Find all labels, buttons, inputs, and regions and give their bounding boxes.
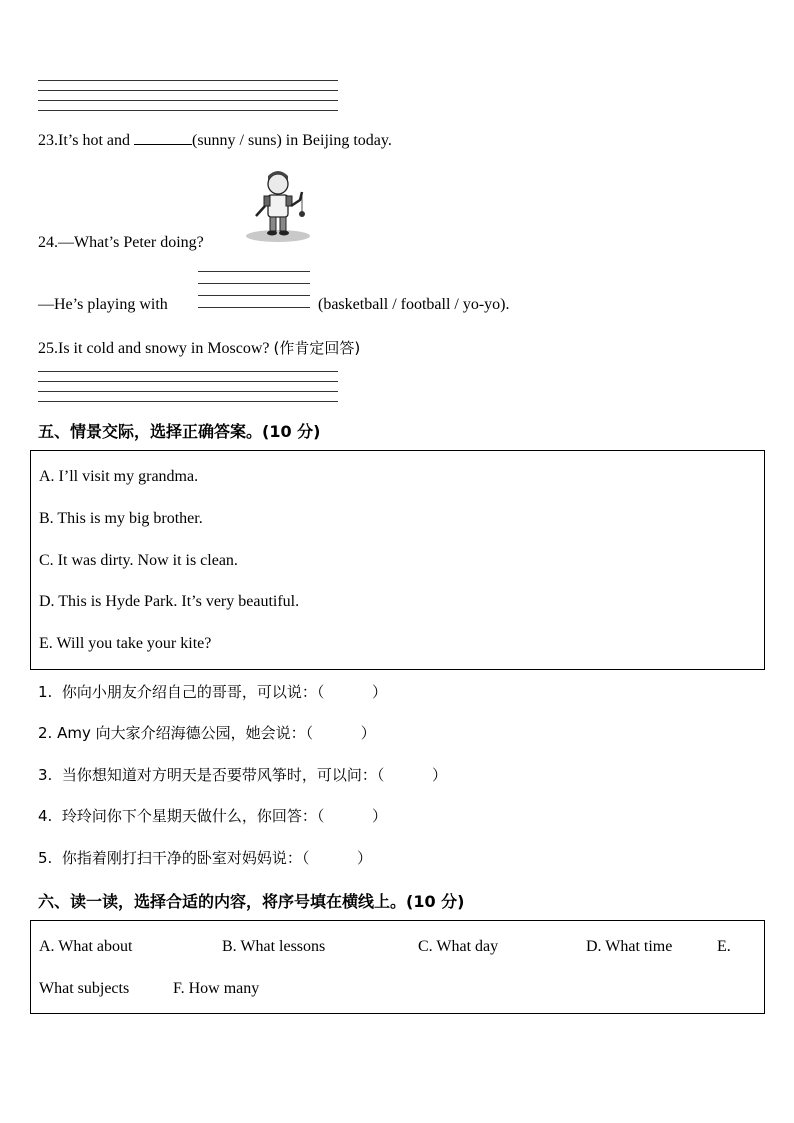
- question-text-after: (sunny / suns) in Beijing today.: [192, 132, 392, 149]
- question-24: [38, 234, 204, 252]
- question-text: Is it cold and snowy in Moscow?: [58, 340, 274, 357]
- question-number: 25.: [38, 340, 58, 357]
- option-b: B. What lessons: [222, 938, 326, 955]
- option-f: F. How many: [173, 980, 260, 997]
- question-note: (作肯定回答): [273, 339, 361, 357]
- option-e-label: E.: [717, 938, 731, 955]
- option-c: C. What day: [418, 938, 499, 955]
- section-5-question-4[interactable]: 4. 玲玲问你下个星期天做什么，你回答：（ ）: [38, 807, 388, 825]
- option-d: D. This is Hyde Park. It’s very beautiful.: [39, 593, 300, 610]
- question-number: 24.: [38, 234, 58, 251]
- section-5-question-1[interactable]: 1. 你向小朋友介绍自己的哥哥，可以说：（ ）: [38, 683, 388, 701]
- answer-24-before: —He’s playing with: [38, 296, 168, 313]
- section-5-question-3[interactable]: 3. 当你想知道对方明天是否要带风筝时，可以问：（ ）: [38, 766, 448, 784]
- question-text-before: It’s hot and: [58, 132, 134, 149]
- section-6-options-box: [30, 920, 765, 1014]
- section-5-question-5[interactable]: 5. 你指着刚打扫干净的卧室对妈妈说：（ ）: [38, 849, 373, 867]
- question-text: —What’s Peter doing?: [58, 234, 204, 251]
- option-e-text: What subjects: [39, 980, 130, 997]
- option-a: A. What about: [39, 938, 133, 955]
- boy-playing-yoyo-illustration: [242, 166, 314, 244]
- answer-24-after: (basketball / football / yo-yo).: [318, 296, 510, 313]
- option-d: D. What time: [586, 938, 673, 955]
- answer-lines-q25[interactable]: [38, 371, 338, 405]
- section-5-options-box: [30, 450, 765, 670]
- question-number: 23.: [38, 132, 58, 149]
- question-25: [38, 337, 360, 358]
- option-e: E. Will you take your kite?: [39, 635, 212, 652]
- answer-lines-q22[interactable]: [38, 80, 338, 114]
- section-6-heading: 六、读一读，选择合适的内容，将序号填在横线上。(10 分): [38, 892, 465, 911]
- answer-lines-q24[interactable]: [198, 271, 310, 311]
- option-b: B. This is my big brother.: [39, 510, 203, 527]
- option-a: A. I’ll visit my grandma.: [39, 468, 199, 485]
- section-5-heading: 五、情景交际，选择正确答案。(10 分): [38, 422, 321, 441]
- question-23: [38, 130, 392, 150]
- section-5-question-2[interactable]: 2. Amy 向大家介绍海德公园，她会说：（ ）: [38, 724, 376, 742]
- fill-blank-23[interactable]: [134, 130, 192, 145]
- option-c: C. It was dirty. Now it is clean.: [39, 552, 238, 569]
